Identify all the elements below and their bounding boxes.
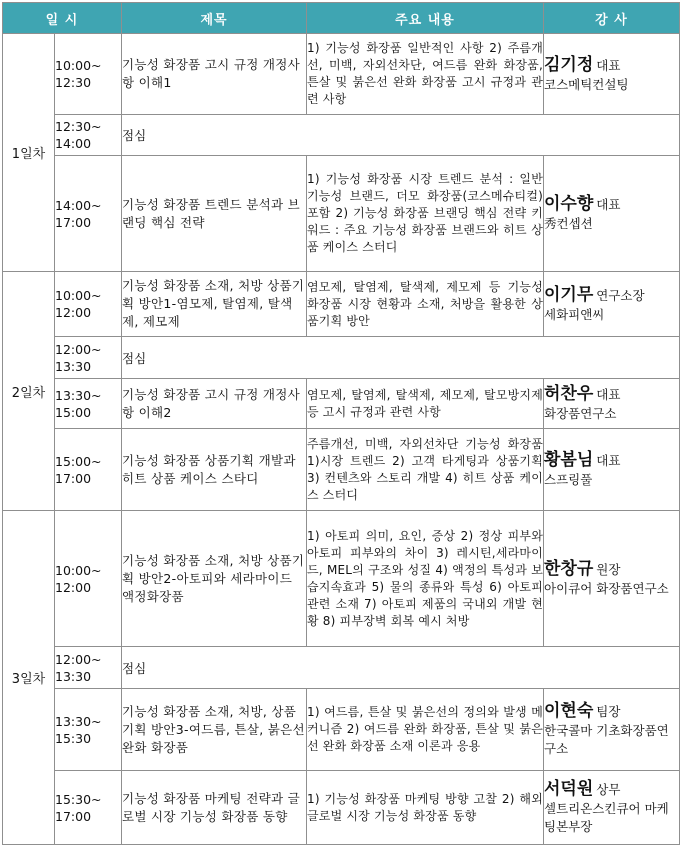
speaker-cell — [544, 511, 680, 647]
speaker-cell — [544, 379, 680, 429]
lunch-label: 점심 — [122, 337, 680, 379]
header-title: 제목 — [122, 3, 307, 34]
speaker-org: 세화피앤씨 — [544, 306, 605, 322]
session-time: 15:00~ 17:00 — [55, 429, 122, 511]
session-row — [3, 689, 680, 771]
session-content: 염모제, 탈염제, 탈색제, 제모제, 탈모방지제 등 고시 규정과 관련 사항 — [307, 379, 544, 429]
session-time: 13:30~ 15:30 — [55, 689, 122, 771]
lunch-label: 점심 — [122, 647, 680, 689]
session-time: 12:00~ 13:30 — [55, 647, 122, 689]
session-title: 기능성 화장품 상품기획 개발과 히트 상품 케이스 스타디 — [122, 429, 307, 511]
session-title: 기능성 화장품 고시 규정 개정사항 이해2 — [122, 379, 307, 429]
speaker-org: 秀컨셉션 — [544, 216, 593, 231]
session-row — [3, 511, 680, 647]
speaker-cell — [544, 771, 680, 845]
speaker-org: 아이큐어 화장품연구소 — [544, 581, 669, 596]
session-time: 12:30~ 14:00 — [55, 115, 122, 156]
header-content: 주요 내용 — [307, 3, 544, 34]
lunch-row — [3, 115, 680, 156]
session-content: 1) 여드름, 튼살 및 붉은선의 정의와 발생 메커니즘 2) 여드름 완화 화장품, 튼살 및 붉은선 완화 화장품 소재 이론과 응용 — [307, 689, 544, 771]
session-row — [3, 156, 680, 272]
header-date: 일 시 — [3, 3, 122, 34]
session-time: 10:00~ 12:30 — [55, 34, 122, 115]
session-title: 기능성 화장품 소재, 처방 상품기획 방안2-아토피와 세라마이드 액정화장품 — [122, 511, 307, 647]
lunch-row — [3, 647, 680, 689]
session-time: 10:00~ 12:00 — [55, 272, 122, 337]
session-title: 기능성 화장품 소재, 처방, 상품기획 방안3-여드름, 튼살, 붉은선 완화 화장품 — [122, 689, 307, 771]
session-time: 15:30~ 17:00 — [55, 771, 122, 845]
speaker-name: 황봄님 — [544, 450, 594, 470]
session-time: 12:00~ 13:30 — [55, 337, 122, 379]
speaker-cell — [544, 156, 680, 272]
session-row — [3, 429, 680, 511]
session-time: 14:00~ 17:00 — [55, 156, 122, 272]
session-content: 1) 아토피 의미, 요인, 증상 2) 정상 피부와 아토피 피부와의 차이 3) 레시틴,세라마이드, MEL의 구조와 성질 4) 액정의 특성과 보습지속효과 5) 물의 종류와 특성 6) 아토피 관련 소재 7) 아토피 제품의 국내외 개발 현황 8) 피부장벽 회복 예시 처방 — [307, 511, 544, 647]
session-row — [3, 771, 680, 845]
speaker-name: 한창규 — [544, 559, 594, 579]
session-title: 기능성 화장품 고시 규정 개정사항 이해1 — [122, 34, 307, 115]
session-content: 1) 기능성 화장품 시장 트렌드 분석 : 일반 기능성 브랜드, 더모 화장품(코스메슈티컬) 포함 2) 기능성 화장품 브랜딩 핵심 전략 키워드 : 주요 기능성 화장품 브랜드와 히트 상품 케이스 스터디 — [307, 156, 544, 272]
session-content: 1) 기능성 화장품 마케팅 방향 고찰 2) 해외 글로벌 시장 기능성 화장품 동향 — [307, 771, 544, 845]
speaker-name: 서덕원 — [544, 779, 594, 799]
day-label: 1일차 — [3, 34, 55, 272]
session-content: 염모제, 탈염제, 탈색제, 제모제 등 기능성 화장품 시장 현황과 소재, 처방을 활용한 상품기획 방안 — [307, 272, 544, 337]
speaker-name: 김기정 — [544, 54, 594, 75]
speaker-org: 화장품연구소 — [544, 406, 617, 421]
lunch-row — [3, 337, 680, 379]
speaker-role: 팀장 — [596, 704, 621, 719]
speaker-cell — [544, 689, 680, 771]
session-row — [3, 34, 680, 115]
speaker-org: 스프링풀 — [544, 472, 593, 487]
header-speaker: 강 사 — [544, 3, 680, 34]
speaker-cell — [544, 34, 680, 115]
session-time: 10:00~ 12:00 — [55, 511, 122, 647]
header-row — [3, 3, 680, 34]
speaker-role: 원장 — [596, 562, 621, 577]
session-title: 기능성 화장품 마케팅 전략과 글로벌 시장 기능성 화장품 동향 — [122, 771, 307, 845]
session-content: 1) 기능성 화장품 일반적인 사항 2) 주름개선, 미백, 자외선차단, 여드름 완화 화장품, 튼살 및 붉은선 완화 화장품 고시 규정과 관련 사항 — [307, 34, 544, 115]
speaker-org: 셀트리온스킨큐어 마케팅본부장 — [544, 801, 669, 834]
speaker-name: 이기무 — [544, 284, 594, 305]
speaker-cell — [544, 272, 680, 337]
day-label: 3일차 — [3, 511, 55, 845]
speaker-role: 연구소장 — [596, 287, 645, 303]
speaker-name: 허찬우 — [544, 384, 594, 404]
speaker-cell — [544, 429, 680, 511]
speaker-role: 대표 — [596, 387, 621, 402]
session-content: 주름개선, 미백, 자외선차단 기능성 화장품 1)시장 트렌드 2) 고객 타게팅과 상품기획 3) 컨텐츠와 스토리 개발 4) 히트 상품 케이스 스터디 — [307, 429, 544, 511]
session-time: 13:30~ 15:00 — [55, 379, 122, 429]
speaker-role: 상무 — [596, 782, 621, 797]
speaker-name: 이수향 — [544, 194, 594, 214]
speaker-name: 이현숙 — [544, 701, 594, 721]
speaker-org: 코스메틱컨설팅 — [544, 76, 629, 92]
speaker-role: 대표 — [596, 453, 621, 468]
speaker-org: 한국콜마 기초화장품연구소 — [544, 723, 669, 756]
session-row — [3, 272, 680, 337]
speaker-role: 대표 — [596, 197, 621, 212]
session-title: 기능성 화장품 소재, 처방 상품기획 방안1-염모제, 탈염제, 탈색제, 제모제 — [122, 272, 307, 337]
speaker-role: 대표 — [596, 57, 621, 73]
lunch-label: 점심 — [122, 115, 680, 156]
day-label: 2일차 — [3, 272, 55, 511]
schedule-table — [2, 2, 680, 845]
session-row — [3, 379, 680, 429]
session-title: 기능성 화장품 트렌드 분석과 브랜딩 핵심 전략 — [122, 156, 307, 272]
